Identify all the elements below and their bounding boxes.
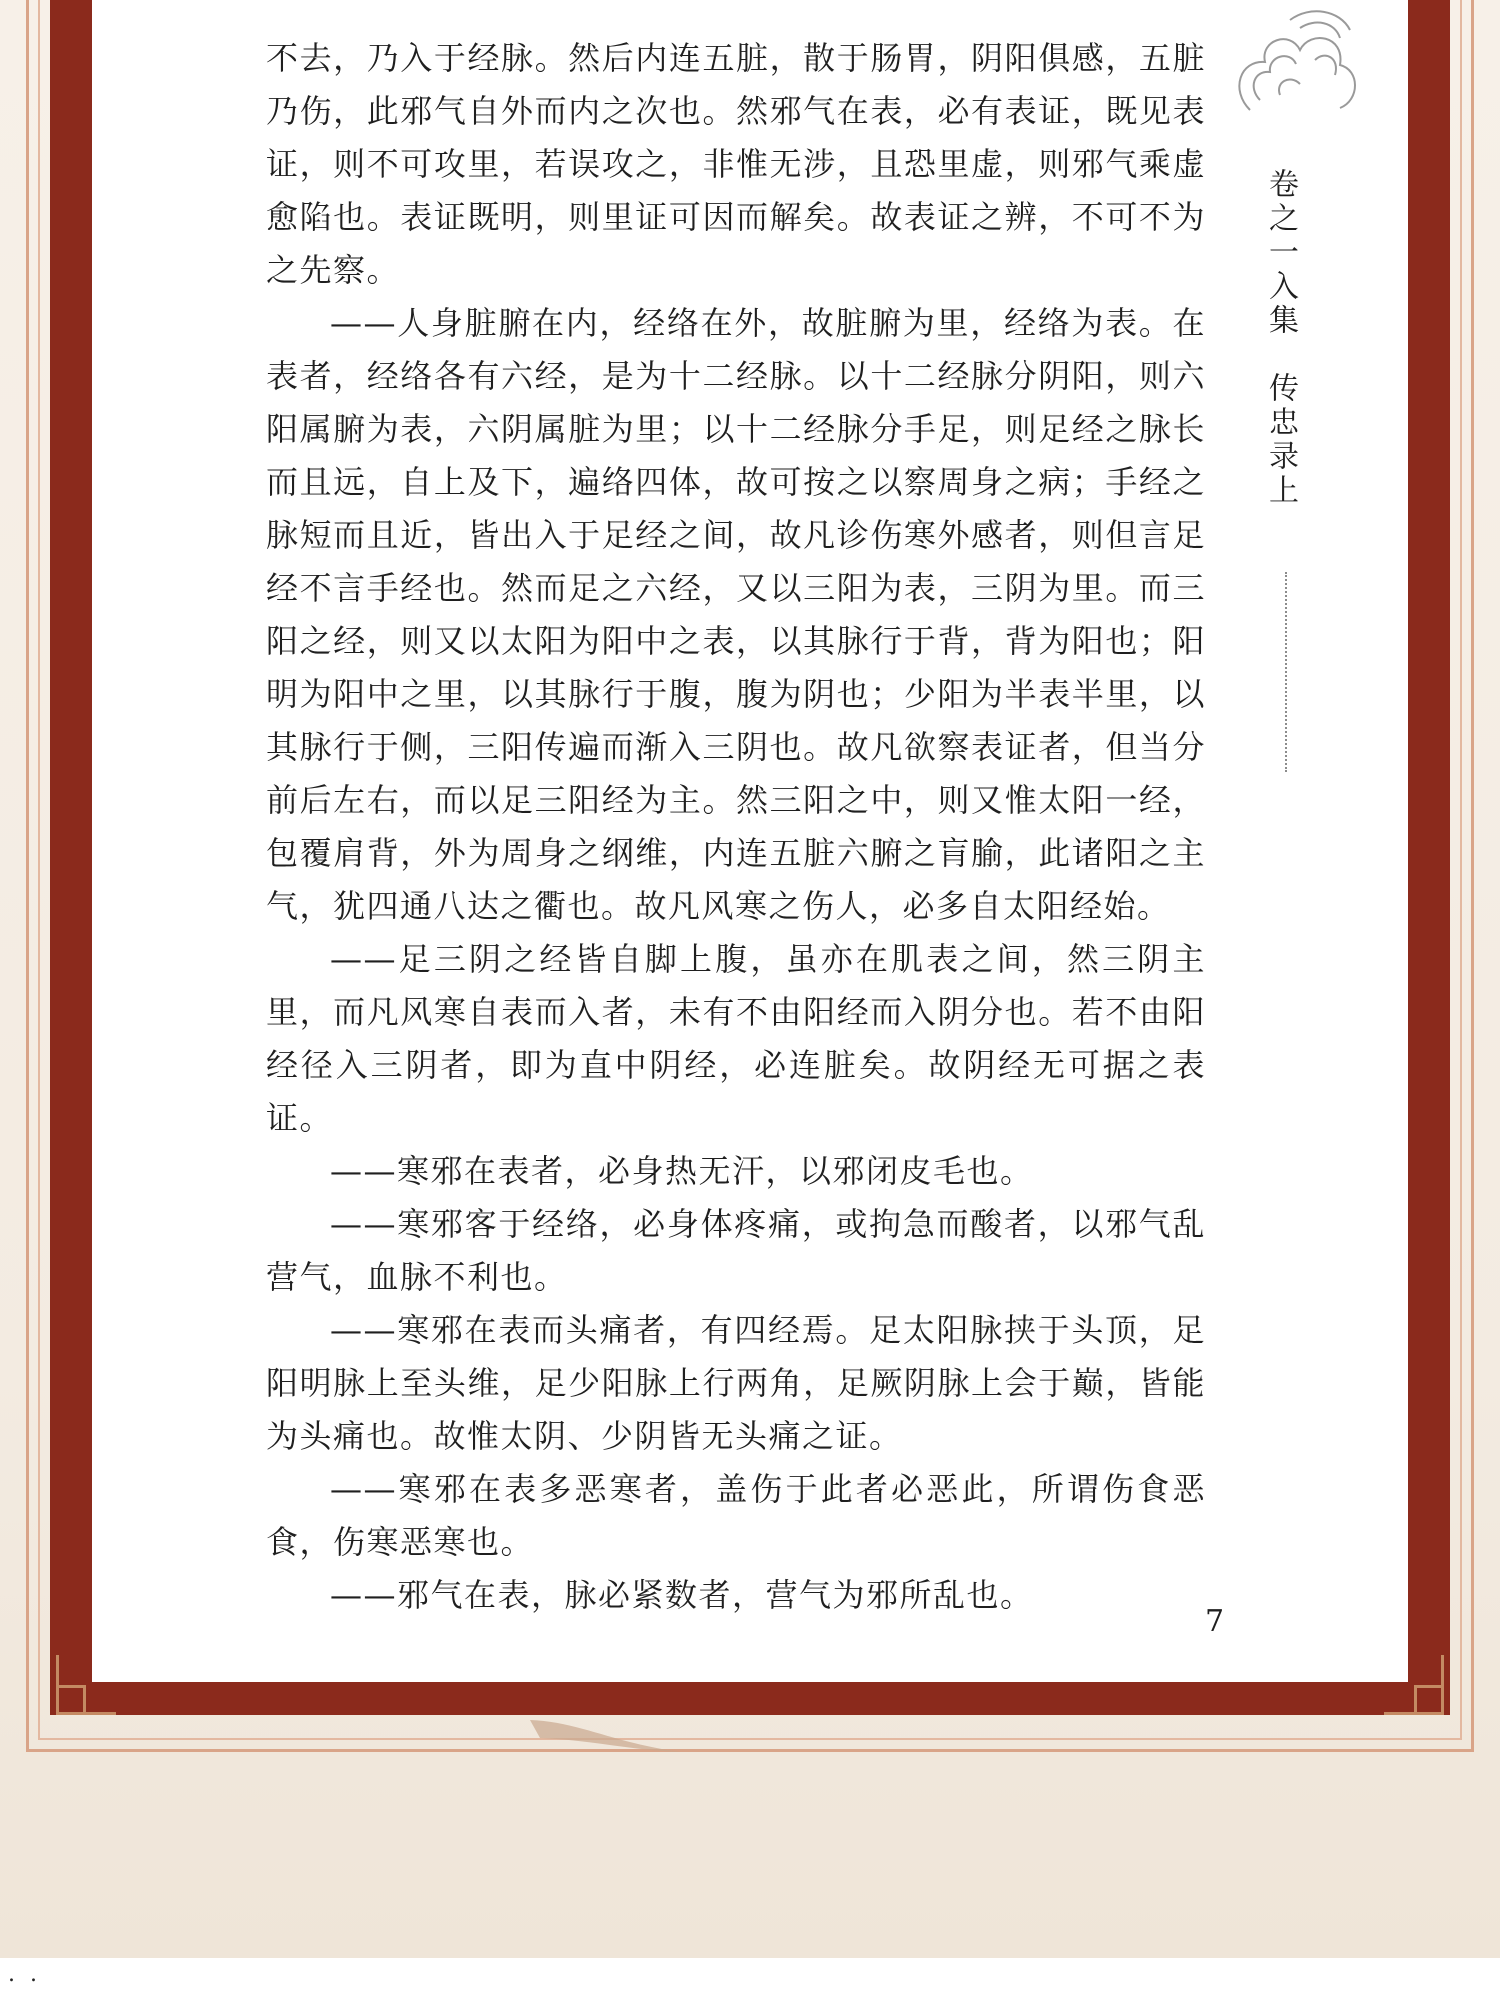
paragraph: 不去，乃入于经脉。然后内连五脏，散于肠胃，阴阳俱感，五脏乃伤，此邪气自外而内之次也。然邪气在表，必有表证，既见表证，则不可攻里，若误攻之，非惟无涉，且恐里虚，则邪气乘虚愈陷也。表证既明，则里证可因而解矣。故表证之辨，不可不为之先察。 <box>266 39 1206 289</box>
paragraph: ——邪气在表，脉必紧数者，营气为邪所乱也。 <box>330 1576 1034 1614</box>
running-head-rule <box>1285 572 1287 772</box>
paragraph: ——足三阴之经皆自脚上腹，虽亦在肌表之间，然三阴主里，而凡风寒自表而入者，未有不由阳经而入阴分也。若不由阳经径入三阴者，即为直中阴经，必连脏矣。故阴经无可据之表证。 <box>266 940 1206 1137</box>
cloud-ornament-icon <box>1220 0 1370 130</box>
corner-ornament-left-inner <box>56 1685 86 1715</box>
bottom-strip <box>0 1958 1500 1998</box>
running-head: 卷之一入集 传忠录上 <box>1263 168 1298 508</box>
body-text <box>266 32 1206 1622</box>
paragraph: ——寒邪在表多恶寒者，盖伤于此者必恶此，所谓伤食恶食，伤寒恶寒也。 <box>266 1470 1206 1561</box>
paragraph: ——寒邪在表者，必身热无汗，以邪闭皮毛也。 <box>330 1152 1034 1190</box>
paragraph: ——寒邪客于经络，必身体疼痛，或拘急而酸者，以邪气乱营气，血脉不利也。 <box>266 1205 1206 1296</box>
page-number: 7 <box>1205 1604 1225 1639</box>
footer-marks: . . <box>8 1962 41 1987</box>
ribbon-ornament-icon <box>520 1712 690 1772</box>
corner-ornament-right-inner <box>1414 1685 1444 1715</box>
paragraph: ——寒邪在表而头痛者，有四经焉。足太阳脉挟于头顶，足阳明脉上至头维，足少阳脉上行两角，足厥阴脉上会于巅，皆能为头痛也。故惟太阴、少阴皆无头痛之证。 <box>266 1311 1206 1455</box>
paragraph: ——人身脏腑在内，经络在外，故脏腑为里，经络为表。在表者，经络各有六经，是为十二经脉。以十二经脉分阴阳，则六阳属腑为表，六阴属脏为里；以十二经脉分手足，则足经之脉长而且远，自上及下，遍络四体，故可按之以察周身之病；手经之脉短而且近，皆出入于足经之间，故凡诊伤寒外感者，则但言足经不言手经也。然而足之六经，又以三阳为表，三阴为里。而三阳之经，则又以太阳为阳中之表，以其脉行于背，背为阳也；阳明为阳中之里，以其脉行于腹，腹为阴也；少阳为半表半里，以其脉行于侧，三阳传遍而渐入三阴也。故凡欲察表证者，但当分前后左右，而以足三阳经为主。然三阳之中，则又惟太阳一经，包覆肩背，外为周身之纲维，内连五脏六腑之肓腧，此诸阳之主气，犹四通八达之衢也。故凡风寒之伤人，必多自太阳经始。 <box>266 304 1206 925</box>
